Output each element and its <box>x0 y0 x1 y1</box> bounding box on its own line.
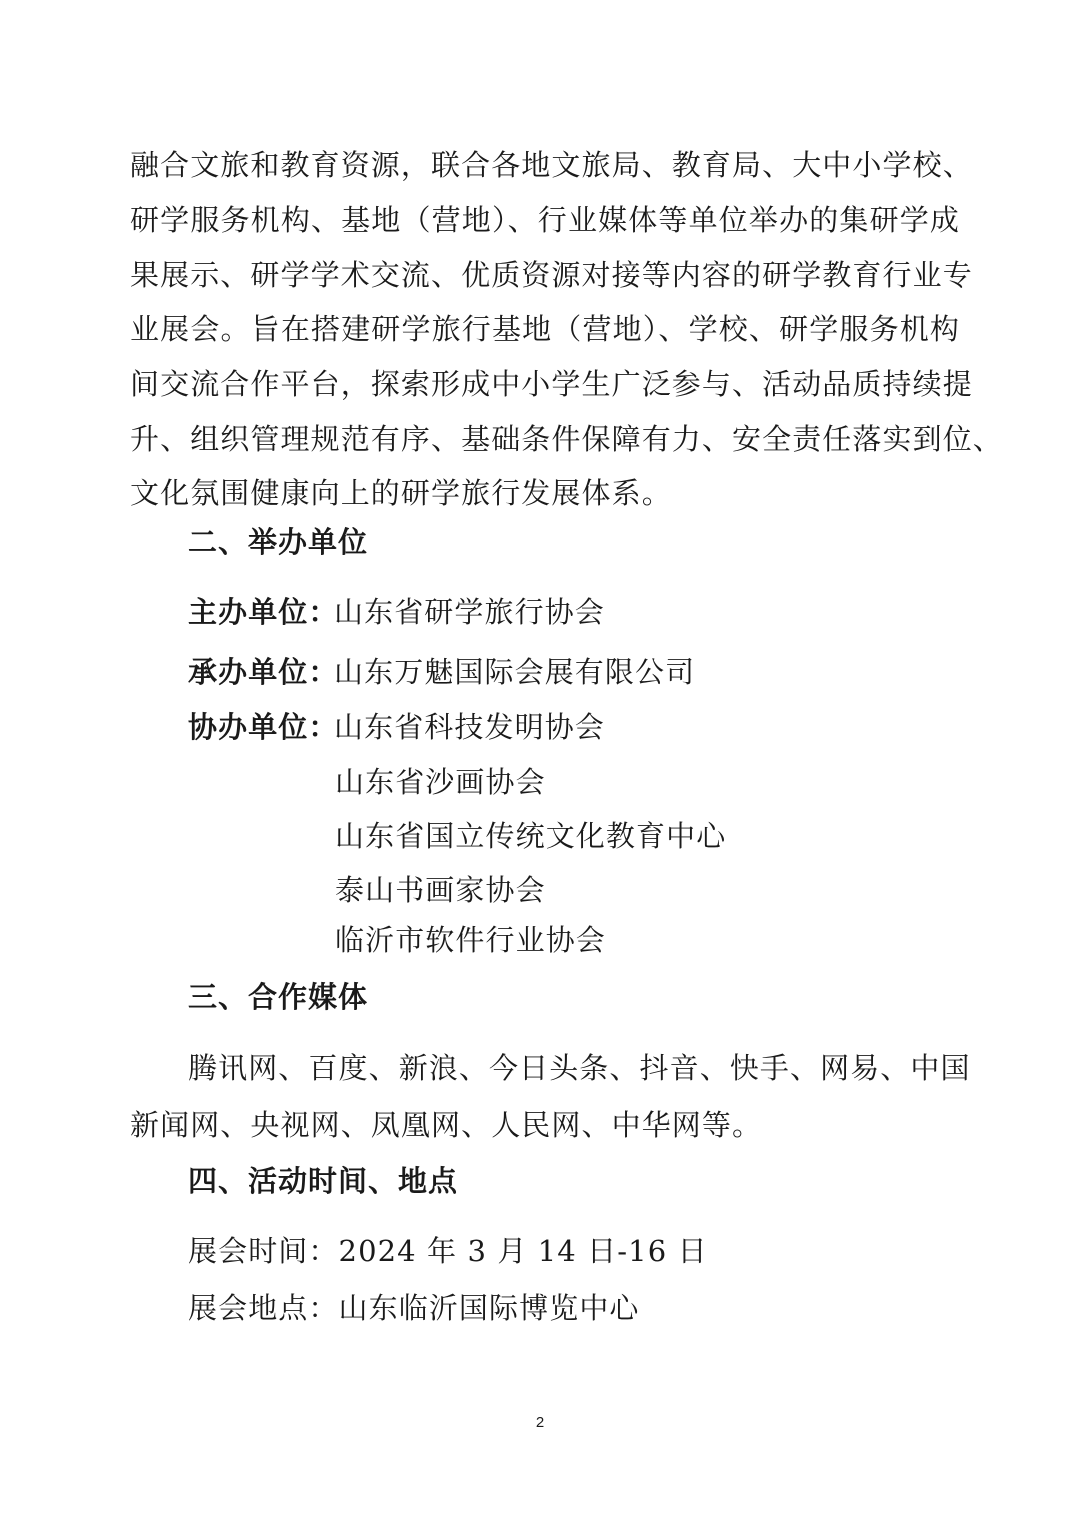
co-organizer-label: 协办单位： <box>188 710 339 744</box>
media-line-1: 腾讯网、百度、新浪、今日头条、抖音、快手、网易、中国 <box>188 1051 971 1085</box>
host-row <box>188 592 605 632</box>
intro-line-6: 升、组织管理规范有序、基础条件保障有力、安全责任落实到位、 <box>130 422 1003 456</box>
time-label: 展会时间： <box>188 1234 339 1268</box>
place-value: 山东临沂国际博览中心 <box>338 1291 640 1325</box>
co-organizer-value-2: 山东省沙画协会 <box>335 765 546 799</box>
intro-line-5: 间交流合作平台，探索形成中小学生广泛参与、活动品质持续提 <box>130 367 973 401</box>
time-row <box>188 1231 708 1271</box>
intro-line-2: 研学服务机构、基地（营地）、行业媒体等单位举办的集研学成 <box>130 203 960 237</box>
co-organizer-value-1: 山东省科技发明协会 <box>334 710 605 744</box>
organizer-label: 承办单位： <box>188 655 339 689</box>
organizer-row <box>188 652 695 692</box>
co-organizer-value-5: 临沂市软件行业协会 <box>335 923 606 957</box>
co-organizer-row <box>188 707 605 747</box>
co-organizer-value-4: 泰山书画家协会 <box>335 873 546 907</box>
host-label: 主办单位： <box>188 595 339 629</box>
co-organizer-value-3: 山东省国立传统文化教育中心 <box>335 819 727 853</box>
organizer-value: 山东万魅国际会展有限公司 <box>334 655 696 689</box>
section-heading-time-place: 四、活动时间、地点 <box>188 1164 459 1198</box>
host-value: 山东省研学旅行协会 <box>334 595 605 629</box>
section-heading-organizers: 二、举办单位 <box>188 525 369 559</box>
place-row <box>188 1288 640 1328</box>
intro-line-3: 果展示、研学学术交流、优质资源对接等内容的研学教育行业专 <box>130 258 973 292</box>
intro-line-7: 文化氛围健康向上的研学旅行发展体系。 <box>130 476 672 510</box>
intro-line-1: 融合文旅和教育资源，联合各地文旅局、教育局、大中小学校、 <box>130 148 973 182</box>
place-label: 展会地点： <box>188 1291 339 1325</box>
time-value: 2024 年 3 月 14 日-16 日 <box>338 1234 708 1268</box>
intro-line-4: 业展会。旨在搭建研学旅行基地（营地）、学校、研学服务机构 <box>130 312 960 346</box>
page-number: 2 <box>535 1414 545 1431</box>
media-line-2: 新闻网、央视网、凤凰网、人民网、中华网等。 <box>130 1108 763 1142</box>
section-heading-media: 三、合作媒体 <box>188 980 369 1014</box>
